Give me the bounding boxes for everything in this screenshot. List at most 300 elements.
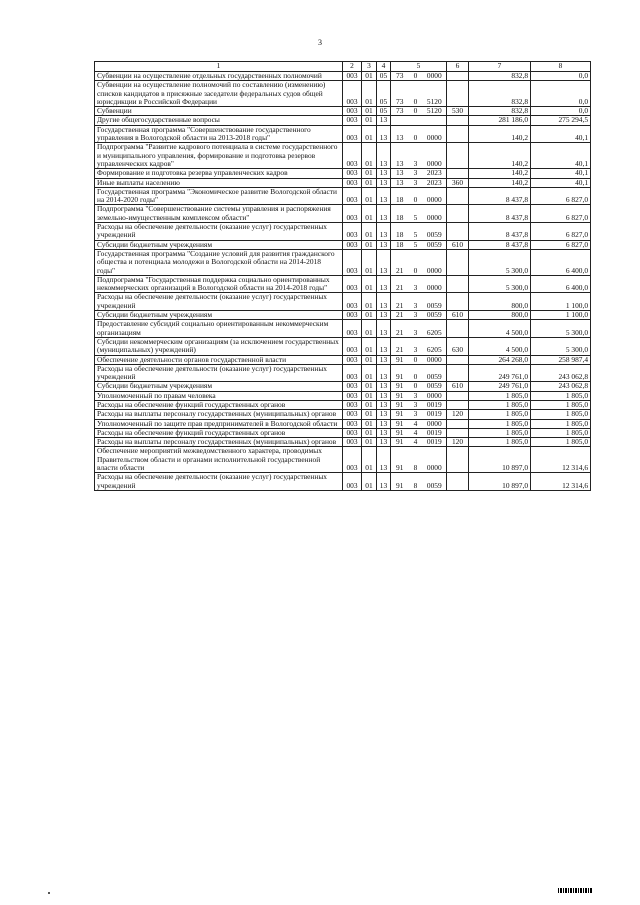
table-row — [95, 249, 591, 275]
row-name: Субсидии бюджетным учреждениям — [95, 240, 343, 249]
table-row — [95, 178, 591, 187]
row-direction-code: 0000 — [423, 419, 447, 428]
row-direction-code: 0019 — [423, 410, 447, 419]
row-amount-col7: 1 805,0 — [469, 400, 531, 409]
row-program-code: 13 — [391, 125, 409, 143]
row-subsection-code: 13 — [377, 364, 391, 382]
row-expense-type-code: 530 — [447, 107, 469, 116]
row-program-code — [391, 116, 409, 125]
row-subprogram-code: 0 — [409, 364, 423, 382]
row-program-code: 91 — [391, 428, 409, 437]
row-grbs-code: 003 — [343, 187, 362, 205]
row-amount-col7: 10 897,0 — [469, 447, 531, 473]
header-col-4: 4 — [377, 62, 391, 72]
footer-dot — [48, 892, 50, 894]
row-section-code: 01 — [362, 400, 377, 409]
row-amount-col8: 1 805,0 — [531, 410, 591, 419]
row-expense-type-code — [447, 249, 469, 275]
row-program-code: 18 — [391, 205, 409, 223]
table-row — [95, 419, 591, 428]
row-subsection-code: 13 — [377, 428, 391, 437]
row-amount-col7: 832,8 — [469, 81, 531, 107]
row-expense-type-code — [447, 293, 469, 311]
row-grbs-code: 003 — [343, 364, 362, 382]
row-grbs-code: 003 — [343, 447, 362, 473]
row-subprogram-code: 4 — [409, 438, 423, 447]
table-row — [95, 320, 591, 338]
row-amount-col7: 140,2 — [469, 169, 531, 178]
row-grbs-code: 003 — [343, 428, 362, 437]
row-subsection-code: 13 — [377, 223, 391, 241]
row-subprogram-code: 3 — [409, 320, 423, 338]
row-subsection-code: 13 — [377, 391, 391, 400]
row-direction-code: 0059 — [423, 382, 447, 391]
table-row — [95, 355, 591, 364]
row-amount-col7: 8 437,8 — [469, 205, 531, 223]
row-section-code: 01 — [362, 249, 377, 275]
row-program-code: 21 — [391, 249, 409, 275]
table-row — [95, 275, 591, 293]
header-col-7: 7 — [469, 62, 531, 72]
row-program-code: 13 — [391, 169, 409, 178]
row-subsection-code: 13 — [377, 125, 391, 143]
row-amount-col8: 1 805,0 — [531, 419, 591, 428]
row-grbs-code: 003 — [343, 355, 362, 364]
row-grbs-code: 003 — [343, 391, 362, 400]
row-subprogram-code: 4 — [409, 419, 423, 428]
row-direction-code: 5120 — [423, 107, 447, 116]
row-grbs-code: 003 — [343, 275, 362, 293]
row-grbs-code: 003 — [343, 81, 362, 107]
row-grbs-code: 003 — [343, 400, 362, 409]
row-name: Подпрограмма "Совершенствование системы управления и распоряжения земельно-имущественным комплексом области" — [95, 205, 343, 223]
row-direction-code: 5120 — [423, 81, 447, 107]
row-direction-code: 0000 — [423, 187, 447, 205]
row-name: Формирование и подготовка резерва управленческих кадров — [95, 169, 343, 178]
row-name: Субвенции на осуществление полномочий по составлению (изменению) списков кандидатов в присяжные заседатели федеральных судов общей юрисдикции в Российской Федерации — [95, 81, 343, 107]
row-amount-col8: 1 100,0 — [531, 311, 591, 320]
row-amount-col7: 1 805,0 — [469, 391, 531, 400]
row-amount-col7: 8 437,8 — [469, 187, 531, 205]
row-expense-type-code — [447, 125, 469, 143]
row-expense-type-code: 610 — [447, 240, 469, 249]
row-amount-col7: 5 300,0 — [469, 249, 531, 275]
row-expense-type-code: 610 — [447, 311, 469, 320]
row-amount-col8: 40,1 — [531, 143, 591, 169]
row-expense-type-code — [447, 205, 469, 223]
row-subsection-code: 13 — [377, 473, 391, 491]
row-subsection-code: 13 — [377, 178, 391, 187]
row-subsection-code: 05 — [377, 72, 391, 81]
row-grbs-code: 003 — [343, 125, 362, 143]
row-grbs-code: 003 — [343, 249, 362, 275]
row-program-code: 18 — [391, 240, 409, 249]
row-direction-code: 6205 — [423, 320, 447, 338]
row-amount-col7: 1 805,0 — [469, 428, 531, 437]
row-name: Субсидии некоммерческим организациям (за исключением государственных (муниципальных) учреждений) — [95, 337, 343, 355]
row-direction-code: 0059 — [423, 473, 447, 491]
row-program-code: 91 — [391, 382, 409, 391]
row-amount-col7: 1 805,0 — [469, 419, 531, 428]
row-name: Государственная программа "Создание условий для развития гражданского общества и потенциала молодежи в Вологодской области на 2014-2018 годы" — [95, 249, 343, 275]
row-subprogram-code: 3 — [409, 178, 423, 187]
row-amount-col8: 40,1 — [531, 125, 591, 143]
table-row — [95, 447, 591, 473]
row-subsection-code: 13 — [377, 337, 391, 355]
table-row — [95, 410, 591, 419]
table-row — [95, 382, 591, 391]
row-program-code: 91 — [391, 438, 409, 447]
row-subprogram-code: 3 — [409, 391, 423, 400]
row-amount-col8: 40,1 — [531, 178, 591, 187]
row-grbs-code: 003 — [343, 143, 362, 169]
row-amount-col8: 243 062,8 — [531, 364, 591, 382]
row-grbs-code: 003 — [343, 382, 362, 391]
row-subprogram-code: 3 — [409, 275, 423, 293]
row-subprogram-code: 8 — [409, 447, 423, 473]
row-subprogram-code: 3 — [409, 410, 423, 419]
row-program-code: 73 — [391, 72, 409, 81]
row-grbs-code: 003 — [343, 205, 362, 223]
row-expense-type-code — [447, 391, 469, 400]
row-section-code: 01 — [362, 410, 377, 419]
row-subsection-code: 13 — [377, 293, 391, 311]
row-subsection-code: 13 — [377, 419, 391, 428]
table-row — [95, 116, 591, 125]
row-subprogram-code: 5 — [409, 223, 423, 241]
row-subprogram-code: 3 — [409, 337, 423, 355]
row-amount-col7: 800,0 — [469, 293, 531, 311]
row-direction-code: 0059 — [423, 311, 447, 320]
row-subprogram-code: 3 — [409, 400, 423, 409]
row-section-code: 01 — [362, 169, 377, 178]
table-row — [95, 205, 591, 223]
row-name: Государственная программа "Экономическое развитие Вологодской области на 2014-2020 годы" — [95, 187, 343, 205]
row-expense-type-code — [447, 447, 469, 473]
row-amount-col8: 1 805,0 — [531, 428, 591, 437]
row-amount-col7: 140,2 — [469, 143, 531, 169]
row-grbs-code: 003 — [343, 169, 362, 178]
row-program-code: 91 — [391, 355, 409, 364]
row-subprogram-code: 0 — [409, 81, 423, 107]
row-expense-type-code: 120 — [447, 438, 469, 447]
row-program-code: 91 — [391, 364, 409, 382]
row-program-code: 91 — [391, 473, 409, 491]
row-amount-col8: 6 827,0 — [531, 240, 591, 249]
row-direction-code: 0019 — [423, 400, 447, 409]
row-grbs-code: 003 — [343, 438, 362, 447]
row-name: Расходы на обеспечение функций государственных органов — [95, 428, 343, 437]
row-program-code: 91 — [391, 419, 409, 428]
table-row — [95, 169, 591, 178]
row-expense-type-code — [447, 428, 469, 437]
row-name: Расходы на обеспечение функций государственных органов — [95, 400, 343, 409]
row-program-code: 21 — [391, 320, 409, 338]
row-name: Подпрограмма "Развитие кадрового потенциала в системе государственного и муниципального управления, формирование и подготовка резервов управленческих кадров" — [95, 143, 343, 169]
table-row — [95, 223, 591, 241]
row-direction-code: 0000 — [423, 125, 447, 143]
row-amount-col8: 1 805,0 — [531, 438, 591, 447]
row-amount-col7: 832,8 — [469, 72, 531, 81]
row-section-code: 01 — [362, 107, 377, 116]
row-subsection-code: 05 — [377, 81, 391, 107]
row-amount-col7: 264 268,0 — [469, 355, 531, 364]
row-amount-col8: 6 827,0 — [531, 223, 591, 241]
table-row — [95, 391, 591, 400]
row-grbs-code: 003 — [343, 223, 362, 241]
row-amount-col8: 5 300,0 — [531, 337, 591, 355]
row-program-code: 21 — [391, 293, 409, 311]
row-subsection-code: 13 — [377, 311, 391, 320]
row-amount-col7: 140,2 — [469, 178, 531, 187]
row-expense-type-code — [447, 223, 469, 241]
row-name: Расходы на выплаты персоналу государственных (муниципальных) органов — [95, 438, 343, 447]
row-name: Расходы на обеспечение деятельности (оказание услуг) государственных учреждений — [95, 364, 343, 382]
row-program-code: 21 — [391, 337, 409, 355]
page-number: 3 — [318, 38, 322, 47]
row-name: Обеспечение деятельности органов государственной власти — [95, 355, 343, 364]
row-name: Иные выплаты населению — [95, 178, 343, 187]
row-name: Государственная программа "Совершенствование государственного управления в Вологодской области на 2013-2018 годы" — [95, 125, 343, 143]
row-name: Расходы на обеспечение деятельности (оказание услуг) государственных учреждений — [95, 293, 343, 311]
row-direction-code: 2023 — [423, 169, 447, 178]
row-subprogram-code: 3 — [409, 311, 423, 320]
row-amount-col8: 5 300,0 — [531, 320, 591, 338]
table-row — [95, 143, 591, 169]
table-row — [95, 311, 591, 320]
row-section-code: 01 — [362, 240, 377, 249]
row-program-code: 13 — [391, 178, 409, 187]
table-row — [95, 240, 591, 249]
row-section-code: 01 — [362, 143, 377, 169]
row-amount-col7: 832,8 — [469, 107, 531, 116]
table-header — [95, 62, 591, 72]
row-amount-col8: 6 827,0 — [531, 205, 591, 223]
row-subsection-code: 13 — [377, 355, 391, 364]
row-section-code: 01 — [362, 473, 377, 491]
row-direction-code: 0000 — [423, 249, 447, 275]
row-subsection-code: 13 — [377, 169, 391, 178]
row-subsection-code: 13 — [377, 143, 391, 169]
row-expense-type-code: 630 — [447, 337, 469, 355]
row-subsection-code: 13 — [377, 400, 391, 409]
row-direction-code: 0000 — [423, 205, 447, 223]
footer-barcode-mark — [558, 888, 592, 893]
header-col-3: 3 — [362, 62, 377, 72]
row-section-code: 01 — [362, 81, 377, 107]
row-direction-code: 0059 — [423, 293, 447, 311]
row-expense-type-code — [447, 400, 469, 409]
row-expense-type-code — [447, 419, 469, 428]
row-section-code: 01 — [362, 419, 377, 428]
row-amount-col8: 258 987,4 — [531, 355, 591, 364]
row-direction-code: 0000 — [423, 143, 447, 169]
row-section-code: 01 — [362, 355, 377, 364]
row-expense-type-code — [447, 364, 469, 382]
row-expense-type-code — [447, 116, 469, 125]
row-subsection-code: 13 — [377, 249, 391, 275]
row-subsection-code: 13 — [377, 438, 391, 447]
row-subprogram-code: 3 — [409, 293, 423, 311]
row-subprogram-code: 0 — [409, 107, 423, 116]
row-direction-code: 6205 — [423, 337, 447, 355]
row-grbs-code: 003 — [343, 473, 362, 491]
row-section-code: 01 — [362, 447, 377, 473]
row-amount-col8: 1 805,0 — [531, 391, 591, 400]
row-subsection-code: 13 — [377, 116, 391, 125]
header-col-8: 8 — [531, 62, 591, 72]
table-row — [95, 400, 591, 409]
row-program-code: 73 — [391, 107, 409, 116]
row-subprogram-code: 8 — [409, 473, 423, 491]
row-section-code: 01 — [362, 293, 377, 311]
row-direction-code — [423, 116, 447, 125]
row-expense-type-code: 120 — [447, 410, 469, 419]
row-amount-col7: 4 500,0 — [469, 337, 531, 355]
row-section-code: 01 — [362, 311, 377, 320]
table-row — [95, 125, 591, 143]
row-section-code: 01 — [362, 438, 377, 447]
row-amount-col7: 281 186,0 — [469, 116, 531, 125]
row-grbs-code: 003 — [343, 107, 362, 116]
row-direction-code: 0059 — [423, 240, 447, 249]
row-amount-col8: 243 062,8 — [531, 382, 591, 391]
header-col-1: 1 — [95, 62, 343, 72]
row-direction-code: 0000 — [423, 391, 447, 400]
row-subprogram-code: 4 — [409, 428, 423, 437]
row-grbs-code: 003 — [343, 311, 362, 320]
row-program-code: 13 — [391, 143, 409, 169]
row-grbs-code: 003 — [343, 293, 362, 311]
row-subsection-code: 13 — [377, 187, 391, 205]
row-expense-type-code — [447, 187, 469, 205]
row-program-code: 18 — [391, 223, 409, 241]
row-direction-code: 0019 — [423, 438, 447, 447]
row-name: Расходы на обеспечение деятельности (оказание услуг) государственных учреждений — [95, 473, 343, 491]
row-subsection-code: 13 — [377, 275, 391, 293]
row-amount-col7: 8 437,8 — [469, 223, 531, 241]
row-section-code: 01 — [362, 337, 377, 355]
row-grbs-code: 003 — [343, 337, 362, 355]
row-name: Расходы на обеспечение деятельности (оказание услуг) государственных учреждений — [95, 223, 343, 241]
row-name: Субсидии бюджетным учреждениям — [95, 311, 343, 320]
table-row — [95, 438, 591, 447]
row-program-code: 91 — [391, 447, 409, 473]
row-subprogram-code: 5 — [409, 240, 423, 249]
row-program-code: 91 — [391, 400, 409, 409]
row-amount-col7: 800,0 — [469, 311, 531, 320]
table-body — [95, 72, 591, 491]
row-amount-col7: 10 897,0 — [469, 473, 531, 491]
row-amount-col8: 275 294,5 — [531, 116, 591, 125]
row-subsection-code: 13 — [377, 240, 391, 249]
row-grbs-code: 003 — [343, 240, 362, 249]
table-row — [95, 428, 591, 437]
row-program-code: 21 — [391, 311, 409, 320]
row-amount-col8: 0,0 — [531, 72, 591, 81]
row-section-code: 01 — [362, 178, 377, 187]
row-subsection-code: 13 — [377, 382, 391, 391]
row-section-code: 01 — [362, 223, 377, 241]
row-direction-code: 2023 — [423, 178, 447, 187]
table-row — [95, 81, 591, 107]
row-grbs-code: 003 — [343, 72, 362, 81]
row-subsection-code: 13 — [377, 320, 391, 338]
row-subprogram-code: 0 — [409, 382, 423, 391]
row-section-code: 01 — [362, 428, 377, 437]
row-name: Другие общегосударственные вопросы — [95, 116, 343, 125]
row-program-code: 73 — [391, 81, 409, 107]
row-expense-type-code — [447, 143, 469, 169]
row-section-code: 01 — [362, 125, 377, 143]
row-section-code: 01 — [362, 320, 377, 338]
row-section-code: 01 — [362, 187, 377, 205]
table-row — [95, 364, 591, 382]
row-amount-col8: 6 827,0 — [531, 187, 591, 205]
row-subprogram-code: 5 — [409, 205, 423, 223]
row-grbs-code: 003 — [343, 178, 362, 187]
header-col-6: 6 — [447, 62, 469, 72]
row-amount-col7: 1 805,0 — [469, 438, 531, 447]
row-subprogram-code: 0 — [409, 72, 423, 81]
row-section-code: 01 — [362, 275, 377, 293]
row-amount-col8: 1 100,0 — [531, 293, 591, 311]
row-amount-col8: 6 400,0 — [531, 275, 591, 293]
row-amount-col7: 249 761,0 — [469, 382, 531, 391]
row-section-code: 01 — [362, 72, 377, 81]
row-subsection-code: 13 — [377, 205, 391, 223]
row-section-code: 01 — [362, 364, 377, 382]
row-name: Субсидии бюджетным учреждениям — [95, 382, 343, 391]
row-direction-code: 0019 — [423, 428, 447, 437]
row-direction-code: 0059 — [423, 223, 447, 241]
row-direction-code: 0000 — [423, 447, 447, 473]
row-name: Субвенции на осуществление отдельных государственных полномочий — [95, 72, 343, 81]
row-amount-col8: 0,0 — [531, 107, 591, 116]
row-amount-col7: 8 437,8 — [469, 240, 531, 249]
row-name: Предоставление субсидий социально ориентированным некоммерческим организациям — [95, 320, 343, 338]
row-subprogram-code — [409, 116, 423, 125]
table-row — [95, 473, 591, 491]
row-name: Уполномоченный по правам человека — [95, 391, 343, 400]
table-row — [95, 107, 591, 116]
row-subprogram-code: 3 — [409, 169, 423, 178]
row-subprogram-code: 3 — [409, 143, 423, 169]
row-grbs-code: 003 — [343, 419, 362, 428]
header-col-5: 5 — [391, 62, 447, 72]
row-section-code: 01 — [362, 391, 377, 400]
row-expense-type-code — [447, 81, 469, 107]
row-program-code: 18 — [391, 187, 409, 205]
budget-table — [94, 61, 591, 491]
row-grbs-code: 003 — [343, 410, 362, 419]
row-amount-col8: 12 314,6 — [531, 473, 591, 491]
row-amount-col7: 1 805,0 — [469, 410, 531, 419]
row-section-code: 01 — [362, 116, 377, 125]
row-amount-col7: 140,2 — [469, 125, 531, 143]
row-expense-type-code — [447, 473, 469, 491]
row-name: Обеспечение мероприятий межведомственного характера, проводимых Правительством области и органами исполнительной государственной власти области — [95, 447, 343, 473]
row-subsection-code: 05 — [377, 107, 391, 116]
row-program-code: 91 — [391, 391, 409, 400]
row-amount-col8: 40,1 — [531, 169, 591, 178]
row-direction-code: 0000 — [423, 355, 447, 364]
row-expense-type-code — [447, 355, 469, 364]
row-amount-col8: 12 314,6 — [531, 447, 591, 473]
row-program-code: 91 — [391, 410, 409, 419]
row-subsection-code: 13 — [377, 410, 391, 419]
row-name: Субвенции — [95, 107, 343, 116]
